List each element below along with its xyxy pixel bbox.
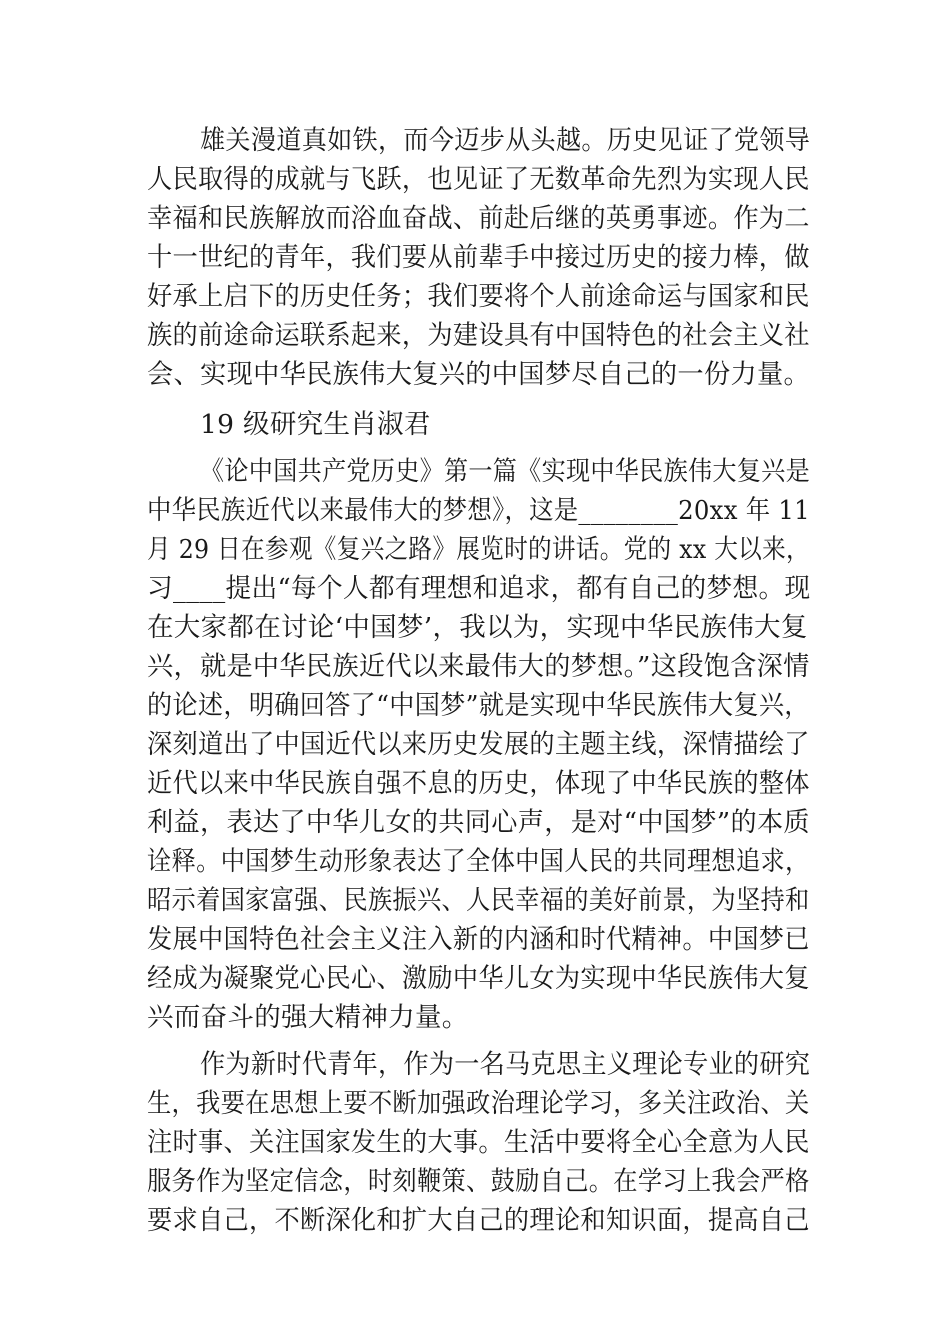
paragraph-line: 注时事、关注国家发生的大事。生活中要将全心全意为人民	[147, 1127, 810, 1158]
paragraph-line: 中华民族近代以来最伟大的梦想》，这是________20xx 年 11	[147, 495, 810, 526]
paragraph-line: 要求自己，不断深化和扩大自己的理论和知识面，提高自己	[147, 1205, 810, 1236]
paragraph-line: 诠释。中国梦生动形象表达了全体中国人民的共同理想追求，	[147, 846, 810, 877]
paragraph-line: 会、实现中华民族伟大复兴的中国梦尽自己的一份力量。	[147, 359, 811, 390]
paragraph-line: 深刻道出了中国近代以来历史发展的主题主线，深情描绘了	[147, 729, 810, 760]
paragraph-line: 雄关漫道真如铁，而今迈步从头越。历史见证了党领导	[200, 125, 811, 156]
paragraph-line: 昭示着国家富强、民族振兴、人民幸福的美好前景，为坚持和	[147, 885, 810, 916]
paragraph-line: 兴，就是中华民族近代以来最伟大的梦想。”这段饱含深情	[147, 651, 810, 682]
paragraph-line: 月 29 日在参观《复兴之路》展览时的讲话。党的 xx 大以来，	[147, 534, 810, 565]
paragraph-line: 十一世纪的青年，我们要从前辈手中接过历史的接力棒，做	[147, 242, 810, 273]
paragraph-line: 近代以来中华民族自强不息的历史，体现了中华民族的整体	[147, 768, 810, 799]
paragraph-line: 幸福和民族解放而浴血奋战、前赴后继的英勇事迹。作为二	[147, 203, 810, 234]
paragraph-line: 在大家都在讨论‘中国梦’，我以为，实现中华民族伟大复	[147, 612, 808, 643]
paragraph-line: 《论中国共产党历史》第一篇《实现中华民族伟大复兴是	[200, 456, 810, 487]
paragraph-line: 利益，表达了中华儿女的共同心声，是对“中国梦”的本质	[147, 807, 810, 838]
paragraph-line: 服务作为坚定信念，时刻鞭策、鼓励自己。在学习上我会严格	[147, 1166, 810, 1197]
paragraph-line: 人民取得的成就与飞跃，也见证了无数革命先烈为实现人民	[147, 164, 810, 195]
author-line: 19 级研究生肖淑君	[200, 409, 431, 440]
paragraph-line: 发展中国特色社会主义注入新的内涵和时代精神。中国梦已	[147, 924, 810, 955]
paragraph-line: 经成为凝聚党心民心、激励中华儿女为实现中华民族伟大复	[147, 963, 810, 994]
paragraph-line: 好承上启下的历史任务；我们要将个人前途命运与国家和民	[147, 281, 810, 312]
paragraph-line: 兴而奋斗的强大精神力量。	[147, 1002, 469, 1033]
paragraph-line: 生，我要在思想上要不断加强政治理论学习，多关注政治、关	[147, 1088, 810, 1119]
paragraph-line: 族的前途命运联系起来，为建设具有中国特色的社会主义社	[147, 320, 810, 351]
paragraph-line: 习____提出“每个人都有理想和追求，都有自己的梦想。现	[147, 573, 811, 604]
paragraph-line: 的论述，明确回答了“中国梦”就是实现中华民族伟大复兴，	[147, 690, 810, 721]
paragraph-line: 作为新时代青年，作为一名马克思主义理论专业的研究	[200, 1049, 811, 1080]
